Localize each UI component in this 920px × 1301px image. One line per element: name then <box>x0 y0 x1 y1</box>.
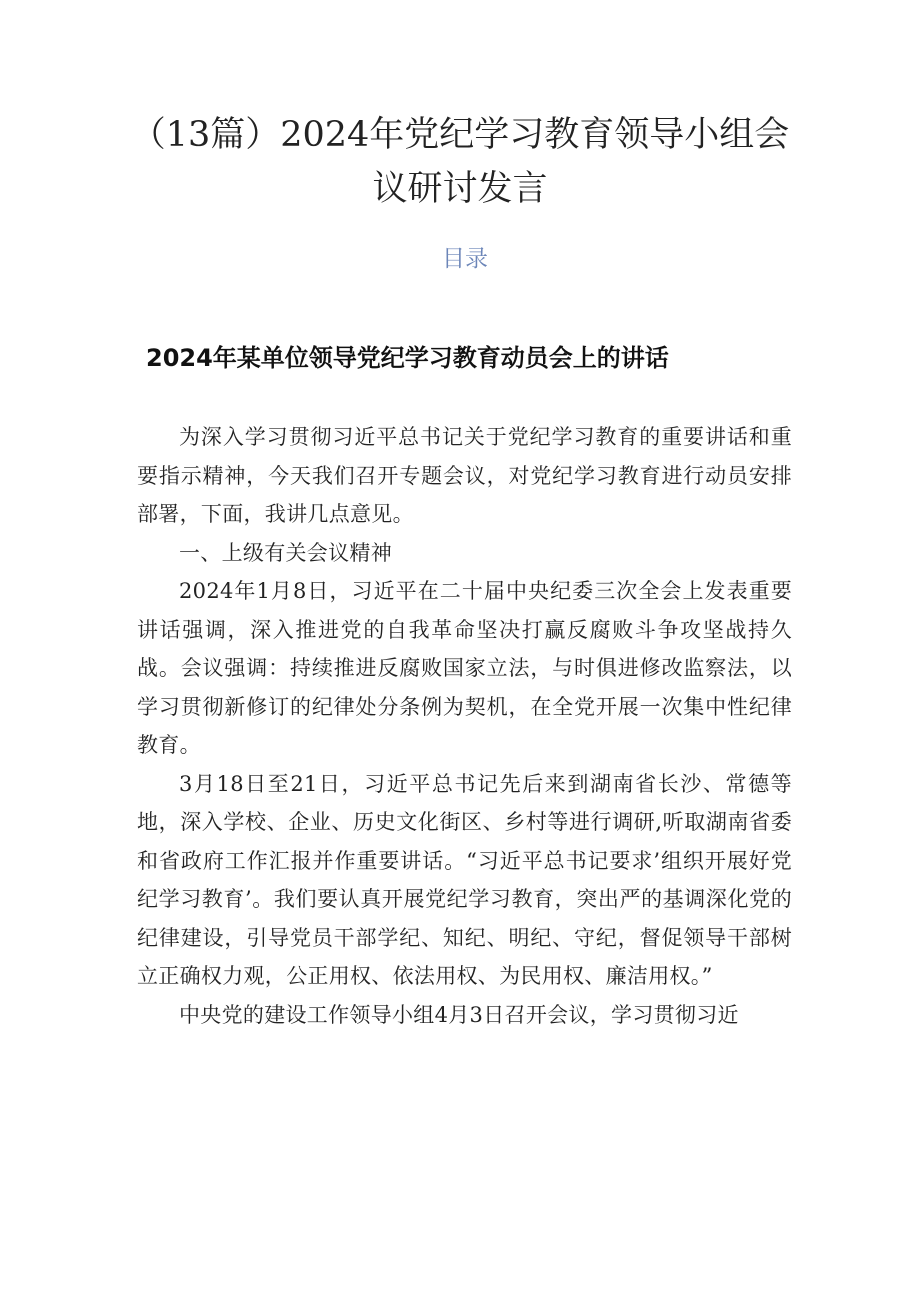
paragraph: 为深入学习贯彻习近平总书记关于党纪学习教育的重要讲话和重要指示精神，今天我们召开专题会议，对党纪学习教育进行动员安排部署，下面，我讲几点意见。 <box>137 425 792 526</box>
body-text <box>137 418 792 1034</box>
toc-label[interactable]: 目录 <box>442 246 488 272</box>
section-heading: 2024年某单位领导党纪学习教育动员会上的讲话 <box>146 344 669 372</box>
paragraph: 中央党的建设工作领导小组4月3日召开会议，学习贯彻习近 <box>179 1002 739 1027</box>
document-title: （13篇）2024年党纪学习教育领导小组会议研讨发言 <box>130 115 790 209</box>
paragraph: 一、上级有关会议精神 <box>179 540 392 565</box>
paragraph: 3月18日至21日，习近平总书记先后来到湖南省长沙、常德等地，深入学校、企业、历史文化街区、乡村等进行调研,听取湖南省委和省政府工作汇报并作重要讲话。“习近平总书记要求’组织开展好党纪学习教育’。我们要认真开展党纪学习教育，突出严的基调深化党的纪律建设，引导党员干部学纪、知纪、明纪、守纪，督促领导干部树立正确权力观，公正用权、依法用权、为民用权、廉洁用权。” <box>137 771 792 988</box>
paragraph: 2024年1月8日，习近平在二十届中央纪委三次全会上发表重要讲话强调，深入推进党的自我革命坚决打赢反腐败斗争攻坚战持久战。会议强调：持续推进反腐败国家立法，与时俱进修改监察法，以学习贯彻新修订的纪律处分条例为契机，在全党开展一次集中性纪律教育。 <box>137 579 792 757</box>
